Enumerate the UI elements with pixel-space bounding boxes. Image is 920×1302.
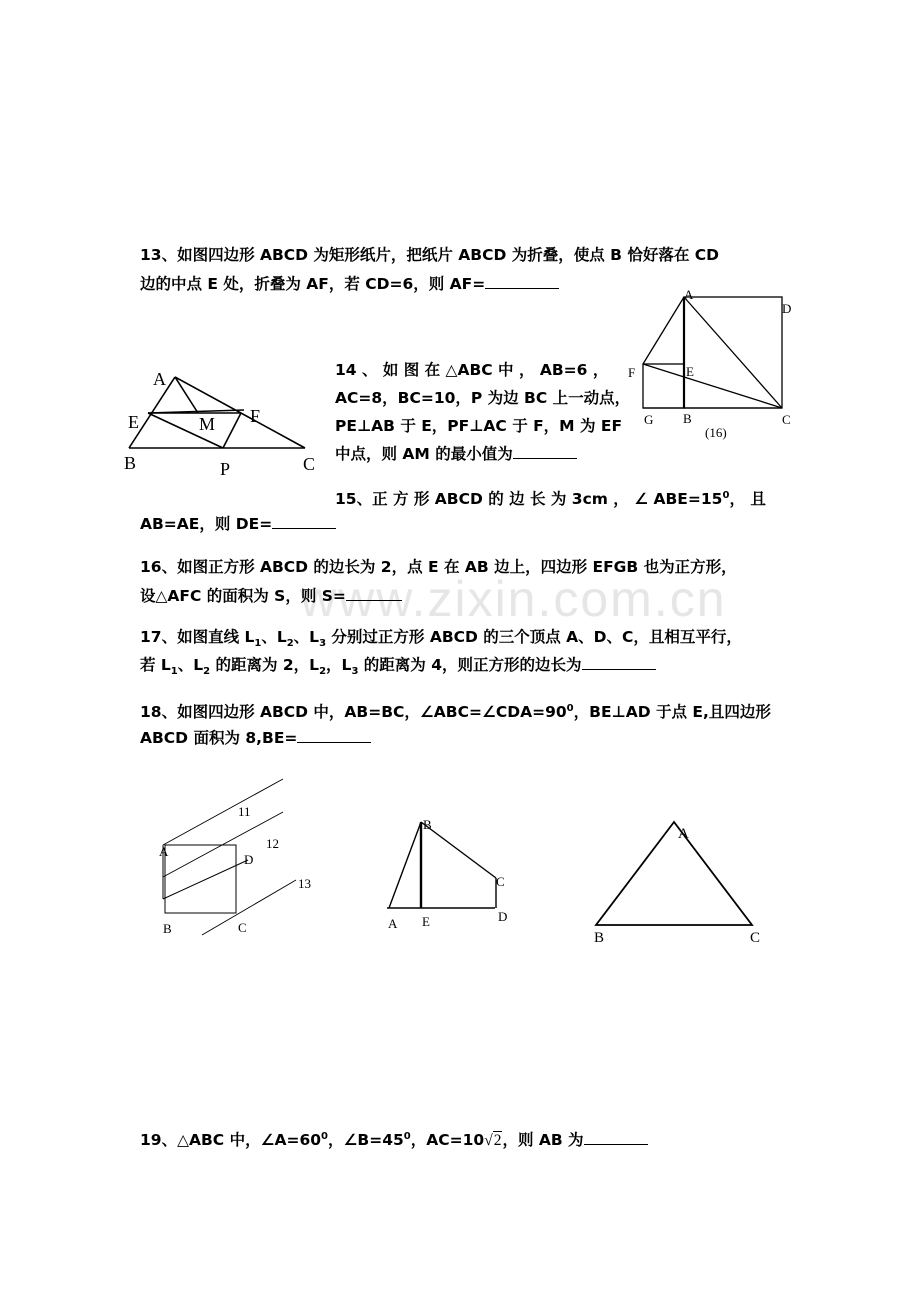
- q13-line2: 边的中点 E 处，折叠为 AF，若 CD=6，则 AF=: [140, 269, 559, 299]
- fig16-label-f: F: [628, 365, 636, 380]
- fig19-label-a: A: [678, 826, 689, 842]
- fig17-label-l1: 11: [238, 804, 251, 819]
- figure-18: [387, 822, 496, 908]
- q13-line1: 13、如图四边形 ABCD 为矩形纸片，把纸片 ABCD 为折叠，使点 B 恰好落在 CD: [140, 246, 720, 264]
- fig19-label-c: C: [750, 930, 761, 946]
- fig14-label-e: E: [128, 412, 139, 432]
- q16-line2: 设△AFC 的面积为 S，则 S=: [140, 581, 402, 611]
- figure-19: [596, 822, 752, 925]
- fig18-label-b: B: [423, 817, 432, 832]
- fig14-label-b: B: [124, 453, 137, 473]
- fig18-label-a: A: [388, 916, 398, 931]
- q17-line1: 17、如图直线 $L_1$、$L_2$、$L_3$ 分别过正方形 ABCD 的三个顶点 A、D、C，且相互平行，: [140, 628, 742, 650]
- fig14-label-f: F: [250, 406, 261, 426]
- fig18-label-e: E: [422, 914, 430, 929]
- fig17-label-l2: 12: [266, 836, 279, 851]
- fig14-label-m: M: [199, 414, 216, 434]
- q14-line2: AC=8，BC=10，P 为边 BC 上一动点，: [335, 389, 631, 407]
- fig17-label-l3: 13: [298, 876, 311, 891]
- fig17-label-b: B: [163, 921, 172, 936]
- q16-line1: 16、如图正方形 ABCD 的边长为 2，点 E 在 AB 边上，四边形 EFGB 也为正方形，: [140, 558, 737, 576]
- fig18-label-d: D: [498, 909, 508, 924]
- fig16-label-c: C: [782, 412, 791, 427]
- fig17-label-d: D: [244, 852, 254, 867]
- fig14-label-p: P: [220, 459, 231, 479]
- figure-17: [163, 779, 296, 935]
- fig19-label-b: B: [594, 930, 605, 946]
- q18-line1: 18、如图四边形 ABCD 中，AB=BC，$\angle ABC=\angle CDA=90^0$，BE⊥AD 于点 E,且四边形: [140, 703, 771, 722]
- fig14-label-a: A: [153, 369, 166, 389]
- q17-line2: 若 $L_1$、$L_2$ 的距离为 2，$L_2$，$L_3$ 的距离为 4，则正方形的边长为: [140, 650, 656, 687]
- fig17-label-a: A: [159, 844, 169, 859]
- fig16-label-g: G: [644, 412, 654, 427]
- q18-line2: ABCD 面积为 8,BE=: [140, 723, 371, 753]
- fig16-label-d: D: [782, 301, 792, 316]
- fig16-label-e: E: [686, 364, 694, 379]
- fig16-label-a: A: [684, 287, 694, 302]
- q19-line: 19、△ABC 中，$\angle A=60^0$，$\angle B=45^0$，AC=10√2，则 AB 为: [140, 1122, 648, 1156]
- q14-line4: 中点，则 AM 的最小值为: [335, 439, 577, 469]
- q14-line3: PE⊥AB 于 E，PF⊥AC 于 F，M 为 EF: [335, 417, 623, 435]
- q15-line1: 15、正 方 形 ABCD 的 边 长 为 3cm ， ∠ $ABE=15^0$， 且: [335, 490, 766, 509]
- figure-16: [643, 297, 782, 408]
- sqrt-symbol: √2: [484, 1132, 502, 1150]
- fig16-label-b: B: [683, 411, 692, 426]
- q14-line1: 14 、 如 图 在 △ABC 中 ， AB=6 ，: [335, 361, 609, 379]
- watermark: www.zixin.com.cn: [300, 571, 727, 627]
- fig16-caption: (16): [705, 425, 727, 440]
- fig18-label-c: C: [496, 874, 505, 889]
- fig17-label-c: C: [238, 920, 247, 935]
- fig14-label-c: C: [303, 454, 316, 474]
- q15-line2: AB=AE，则 DE=: [140, 509, 336, 539]
